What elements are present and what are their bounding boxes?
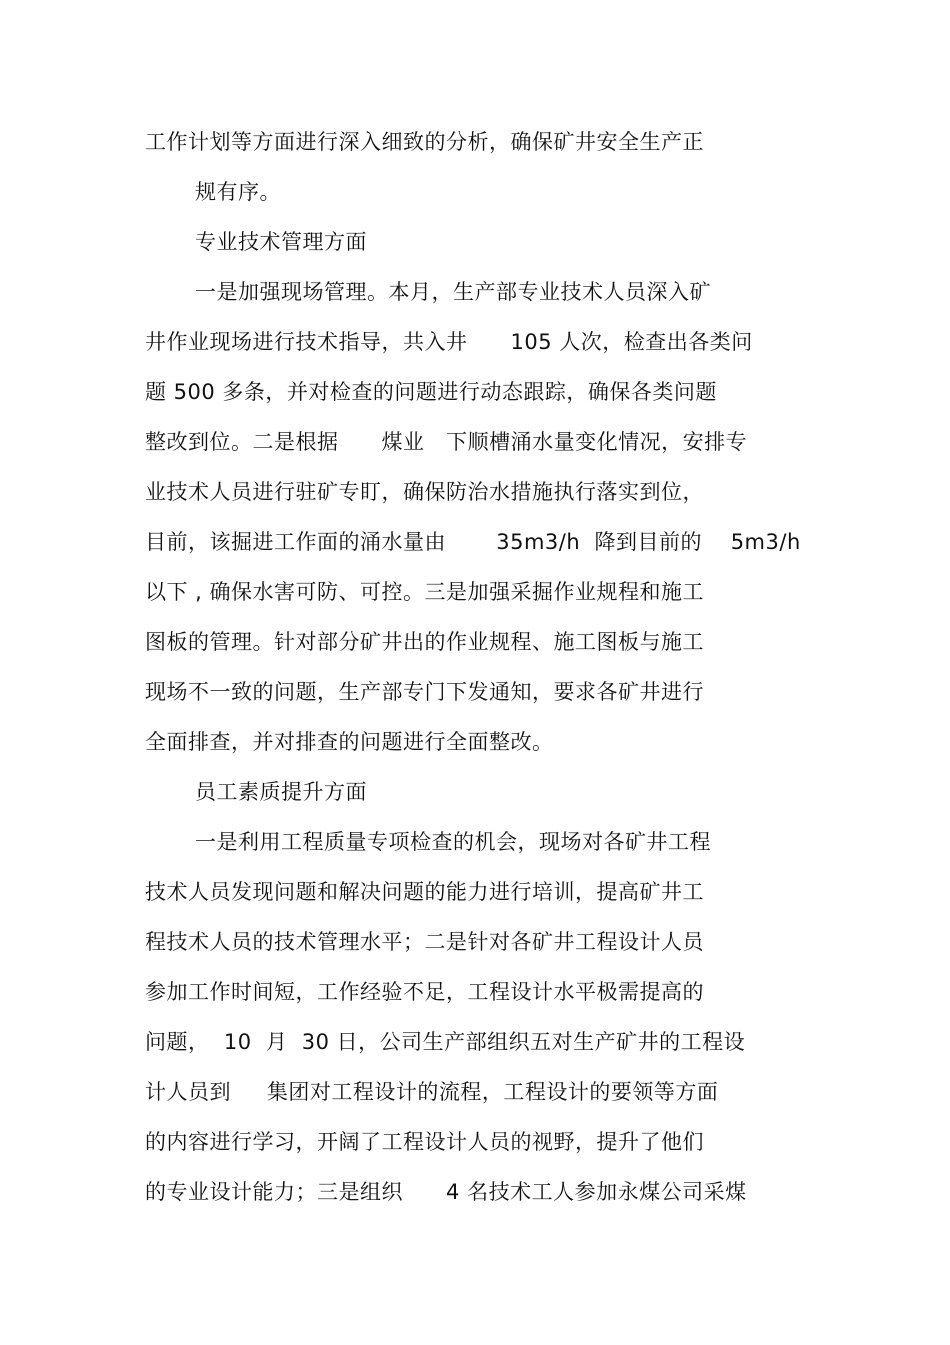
- text-line: 技术人员发现问题和解决问题的能力进行培训，提高矿井工: [145, 880, 704, 904]
- text-line: 规有序。: [195, 180, 281, 204]
- text-line: 工作计划等方面进行深入细致的分析，确保矿井安全生产正: [145, 130, 704, 154]
- text-line: 以下 , 确保水害可防、可控。三是加强采掘作业规程和施工: [145, 580, 705, 604]
- text-line: 井作业现场进行技术指导，共入井 105 人次，检查出各类问: [145, 330, 753, 354]
- text-line: 题 500 多条，并对检查的问题进行动态跟踪，确保各类问题: [145, 380, 717, 404]
- text-line: 业技术人员进行驻矿专盯，确保防治水措施执行落实到位，: [145, 480, 704, 504]
- text-line: 问题， 10 月 30 日，公司生产部组织五对生产矿井的工程设: [145, 1030, 746, 1054]
- section-heading: 员工素质提升方面: [195, 780, 367, 804]
- text-line: 的专业设计能力；三是组织 4 名技术工人参加永煤公司采煤: [145, 1180, 747, 1204]
- text-line: 的内容进行学习，开阔了工程设计人员的视野，提升了他们: [145, 1130, 704, 1154]
- text-line: 整改到位。二是根据 煤业 下顺槽涌水量变化情况，安排专: [145, 430, 748, 454]
- text-line: 程技术人员的技术管理水平；二是针对各矿井工程设计人员: [145, 930, 704, 954]
- text-line: 目前，该掘进工作面的涌水量由 35m3/h 降到目前的 5m3/h: [145, 530, 801, 554]
- text-line: 图板的管理。针对部分矿井出的作业规程、施工图板与施工: [145, 630, 704, 654]
- section-heading: 专业技术管理方面: [195, 230, 367, 254]
- text-line: 全面排查，并对排查的问题进行全面整改。: [145, 730, 554, 754]
- text-line: 计人员到 集团对工程设计的流程，工程设计的要领等方面: [145, 1080, 719, 1104]
- text-line: 现场不一致的问题，生产部专门下发通知，要求各矿井进行: [145, 680, 704, 704]
- text-line: 参加工作时间短，工作经验不足，工程设计水平极需提高的: [145, 980, 704, 1004]
- text-line: 一是加强现场管理。本月，生产部专业技术人员深入矿: [195, 280, 711, 304]
- text-line: 一是利用工程质量专项检查的机会，现场对各矿井工程: [195, 830, 711, 854]
